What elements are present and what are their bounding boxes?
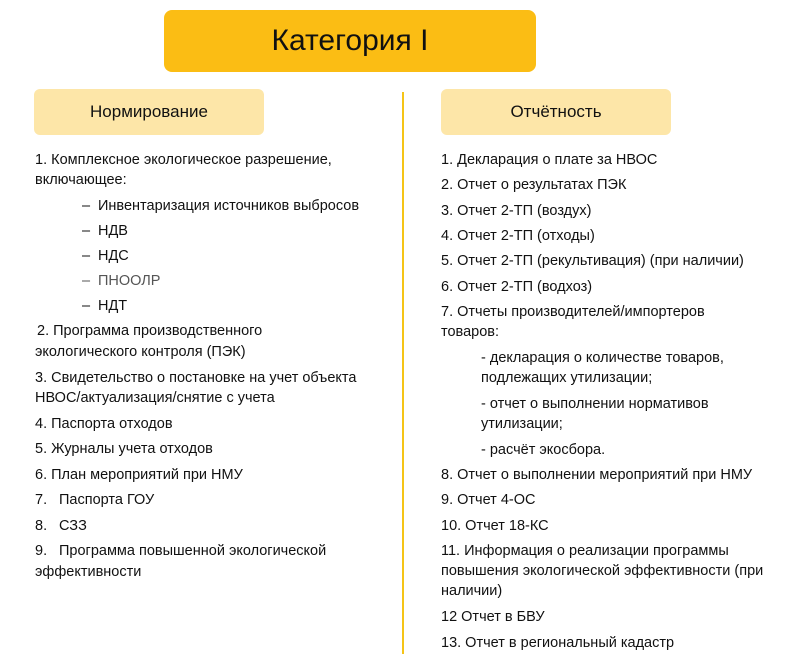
list-item: Паспорта ГОУ: [59, 492, 155, 508]
list-item-number: 7.: [35, 492, 48, 508]
sub-item: - отчет о выполнении нормативов: [481, 396, 709, 412]
category-title: [164, 10, 536, 72]
list-item: 3. Свидетельство о постановке на учет объекта: [35, 370, 357, 386]
list-item: 11. Информация о реализации программы: [441, 543, 729, 559]
sub-item: Инвентаризация источников выбросов: [98, 198, 360, 214]
column-divider: [402, 92, 404, 654]
list-item: НВОС/актуализация/снятие с учета: [35, 390, 275, 406]
list-item: 6. План мероприятий при НМУ: [35, 467, 243, 483]
sub-item: НДТ: [98, 298, 128, 314]
list-item: 2. Отчет о результатах ПЭК: [441, 177, 627, 193]
list-item: 5. Отчет 2-ТП (рекультивация) (при наличии): [441, 253, 744, 269]
list-item: 4. Паспорта отходов: [35, 416, 173, 432]
list-item: 9. Отчет 4-ОС: [441, 492, 536, 508]
sub-item: - декларация о количестве товаров,: [481, 350, 724, 366]
list-item: эффективности: [35, 564, 142, 580]
sub-item: - расчёт экосбора.: [481, 442, 606, 458]
list-item: СЗЗ: [59, 518, 87, 534]
otchetnost-header-text: Отчётность: [510, 102, 602, 121]
list-item-number: 9.: [35, 543, 48, 559]
list-item-number: 8.: [35, 518, 48, 534]
list-item: товаров:: [441, 324, 500, 340]
list-item: Программа повышенной экологической: [59, 543, 327, 559]
otchetnost-header: [441, 89, 671, 135]
list-item: экологического контроля (ПЭК): [35, 344, 246, 360]
sub-item: ПНООЛР: [98, 273, 161, 289]
sub-item-dash: –: [82, 198, 91, 214]
list-item: 1. Декларация о плате за НВОС: [441, 152, 658, 168]
sub-item-dash: –: [82, 298, 91, 314]
list-item: 1. Комплексное экологическое разрешение,: [35, 152, 332, 168]
list-item: 5. Журналы учета отходов: [35, 441, 213, 457]
list-item: 12 Отчет в БВУ: [441, 609, 545, 625]
sub-item-dash: –: [82, 223, 91, 239]
list-item: наличии): [441, 583, 503, 599]
list-item: включающее:: [35, 172, 127, 188]
list-item: 2. Программа производственного: [37, 323, 263, 339]
normirovanie-header: [34, 89, 264, 135]
list-item: 7. Отчеты производителей/импортеров: [441, 304, 705, 320]
list-item: 8. Отчет о выполнении мероприятий при НМУ: [441, 467, 753, 483]
sub-item-dash: –: [82, 248, 91, 264]
sub-item: НДВ: [98, 223, 128, 239]
list-item: 6. Отчет 2-ТП (водхоз): [441, 279, 593, 295]
sub-item: утилизации;: [481, 416, 563, 432]
sub-item: НДС: [98, 248, 129, 264]
normirovanie-header-text: Нормирование: [90, 102, 208, 121]
sub-item-dash: –: [82, 273, 91, 289]
list-item: 10. Отчет 18-КС: [441, 518, 549, 534]
list-item: повышения экологической эффективности (при: [441, 563, 764, 579]
sub-item: подлежащих утилизации;: [481, 370, 653, 386]
list-item: 13. Отчет в региональный кадастр: [441, 635, 675, 651]
category-title-text: Категория I: [271, 24, 429, 57]
list-item: 4. Отчет 2-ТП (отходы): [441, 228, 595, 244]
list-item: 3. Отчет 2-ТП (воздух): [441, 203, 592, 219]
